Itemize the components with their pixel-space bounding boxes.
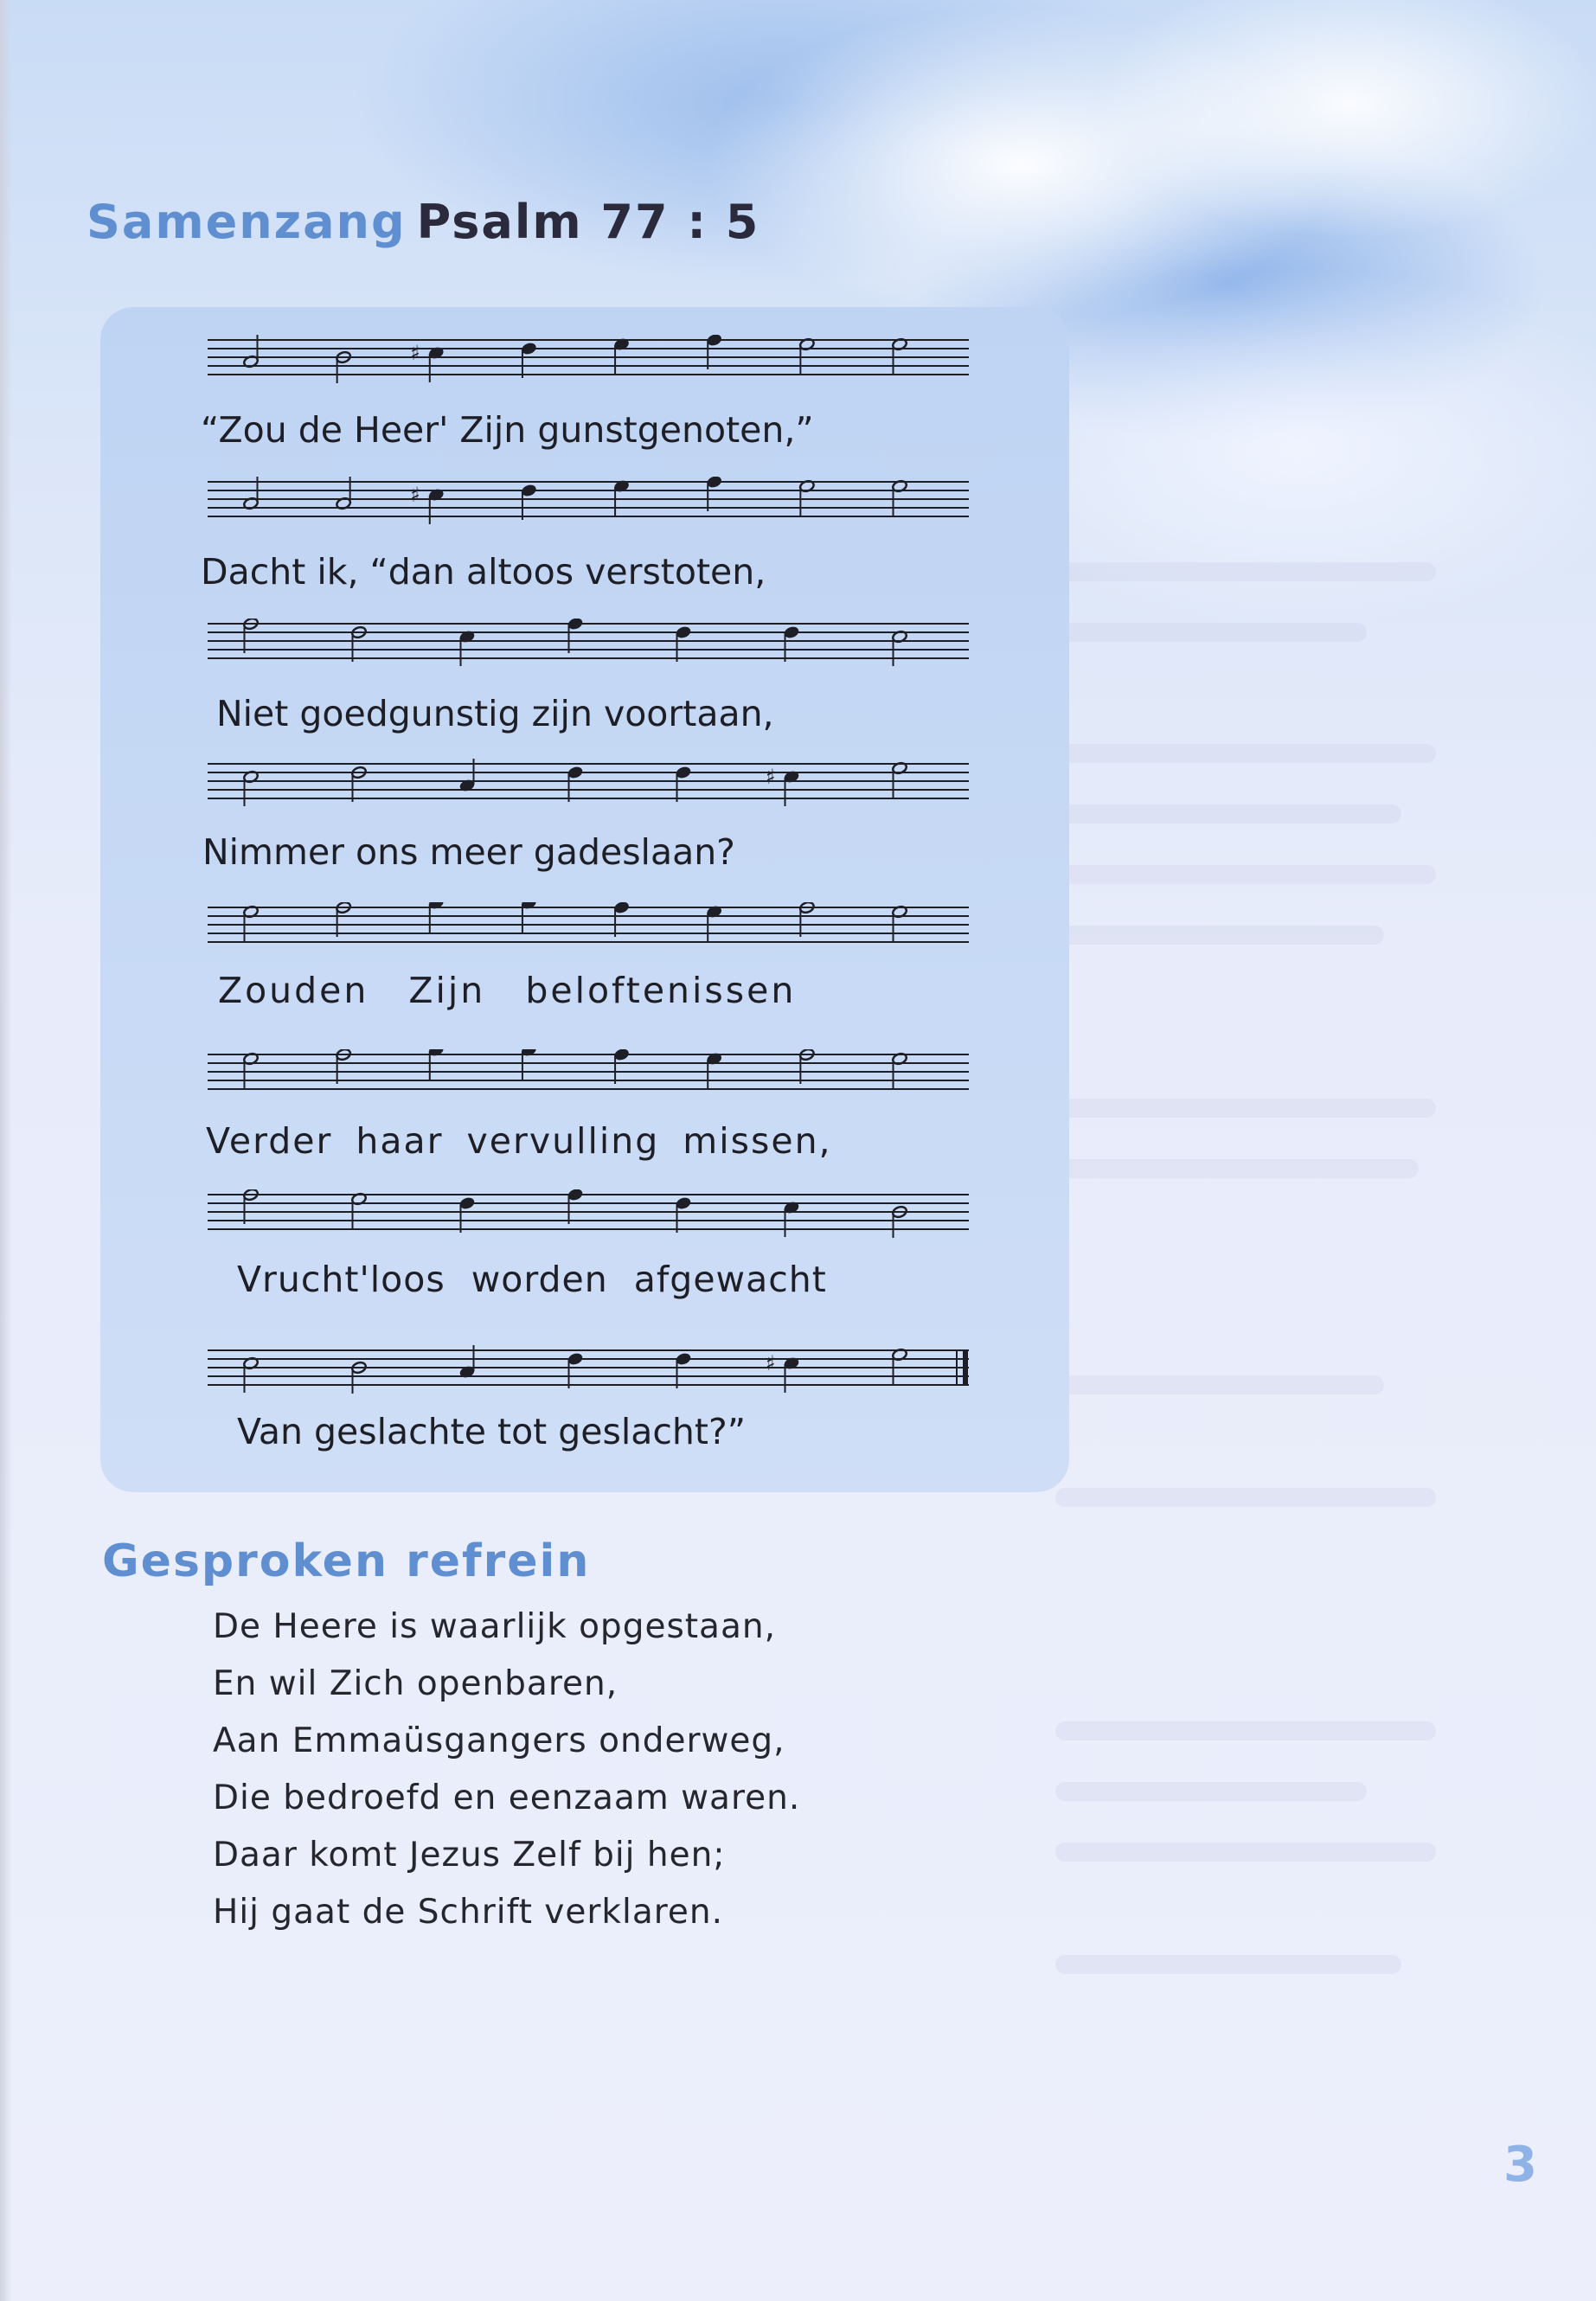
show-through-line [1055,865,1436,884]
refrain-line: Daar komt Jezus Zelf bij hen; [213,1836,726,1875]
music-staff-8 [208,1345,969,1394]
music-staff-5 [208,902,969,951]
music-staff-7 [208,1189,969,1238]
final-bar-line [963,1350,968,1385]
lyric-line-7: Vrucht'loos worden afgewacht [237,1259,827,1300]
lyric-line-8: Van geslachte tot geslacht?” [237,1411,746,1452]
lyric-line-3: Niet goedgunstig zijn voortaan, [216,693,774,734]
music-staff-4 [208,759,969,807]
show-through-line [1055,1099,1436,1118]
sheet-music-panel [100,307,1069,1492]
music-staff-3 [208,619,969,667]
refrain-line: En wil Zich openbaren, [213,1664,619,1703]
show-through-line [1055,1159,1419,1178]
lyric-line-6: Verder haar vervulling missen, [206,1120,832,1162]
lyric-line-5: Zouden Zijn beloftenissen [218,970,797,1011]
sharp-sign: ♯ [410,341,420,365]
show-through-line [1055,1843,1436,1862]
lyric-line-1: “Zou de Heer' Zijn gunstgenoten,” [201,409,814,451]
title-label: Samenzang [87,195,407,249]
music-staff-2 [208,477,969,525]
show-through-line [1055,1782,1367,1801]
show-through-line [1055,926,1384,945]
show-through-line [1055,1955,1401,1974]
music-staff-6 [208,1049,969,1098]
show-through-line [1055,804,1401,824]
title-psalm-reference: Psalm 77 : 5 [416,195,760,249]
show-through-line [1055,623,1367,642]
lyric-line-4: Nimmer ons meer gadeslaan? [202,831,735,873]
show-through-line [1055,744,1436,763]
sharp-sign: ♯ [766,1351,776,1375]
music-staff-1 [208,335,969,383]
show-through-line [1055,1375,1384,1394]
show-through-line [1055,1488,1436,1507]
refrain-line: Hij gaat de Schrift verklaren. [213,1893,724,1932]
refrain-text [213,1599,800,1941]
refrain-line: Aan Emmaüsgangers onderweg, [213,1721,785,1760]
refrain-line: Die bedroefd en eenzaam waren. [213,1779,801,1817]
page-title [87,195,760,249]
show-through-line [1055,1721,1436,1740]
sharp-sign: ♯ [766,765,776,789]
lyric-line-2: Dacht ik, “dan altoos verstoten, [201,551,766,593]
sharp-sign: ♯ [410,483,420,507]
show-through-line [1055,562,1436,581]
page-number: 3 [1503,2137,1537,2193]
refrain-line: De Heere is waarlijk opgestaan, [213,1607,776,1646]
page-edge-shadow [0,0,12,2301]
refrain-title: Gesproken refrein [102,1535,591,1587]
